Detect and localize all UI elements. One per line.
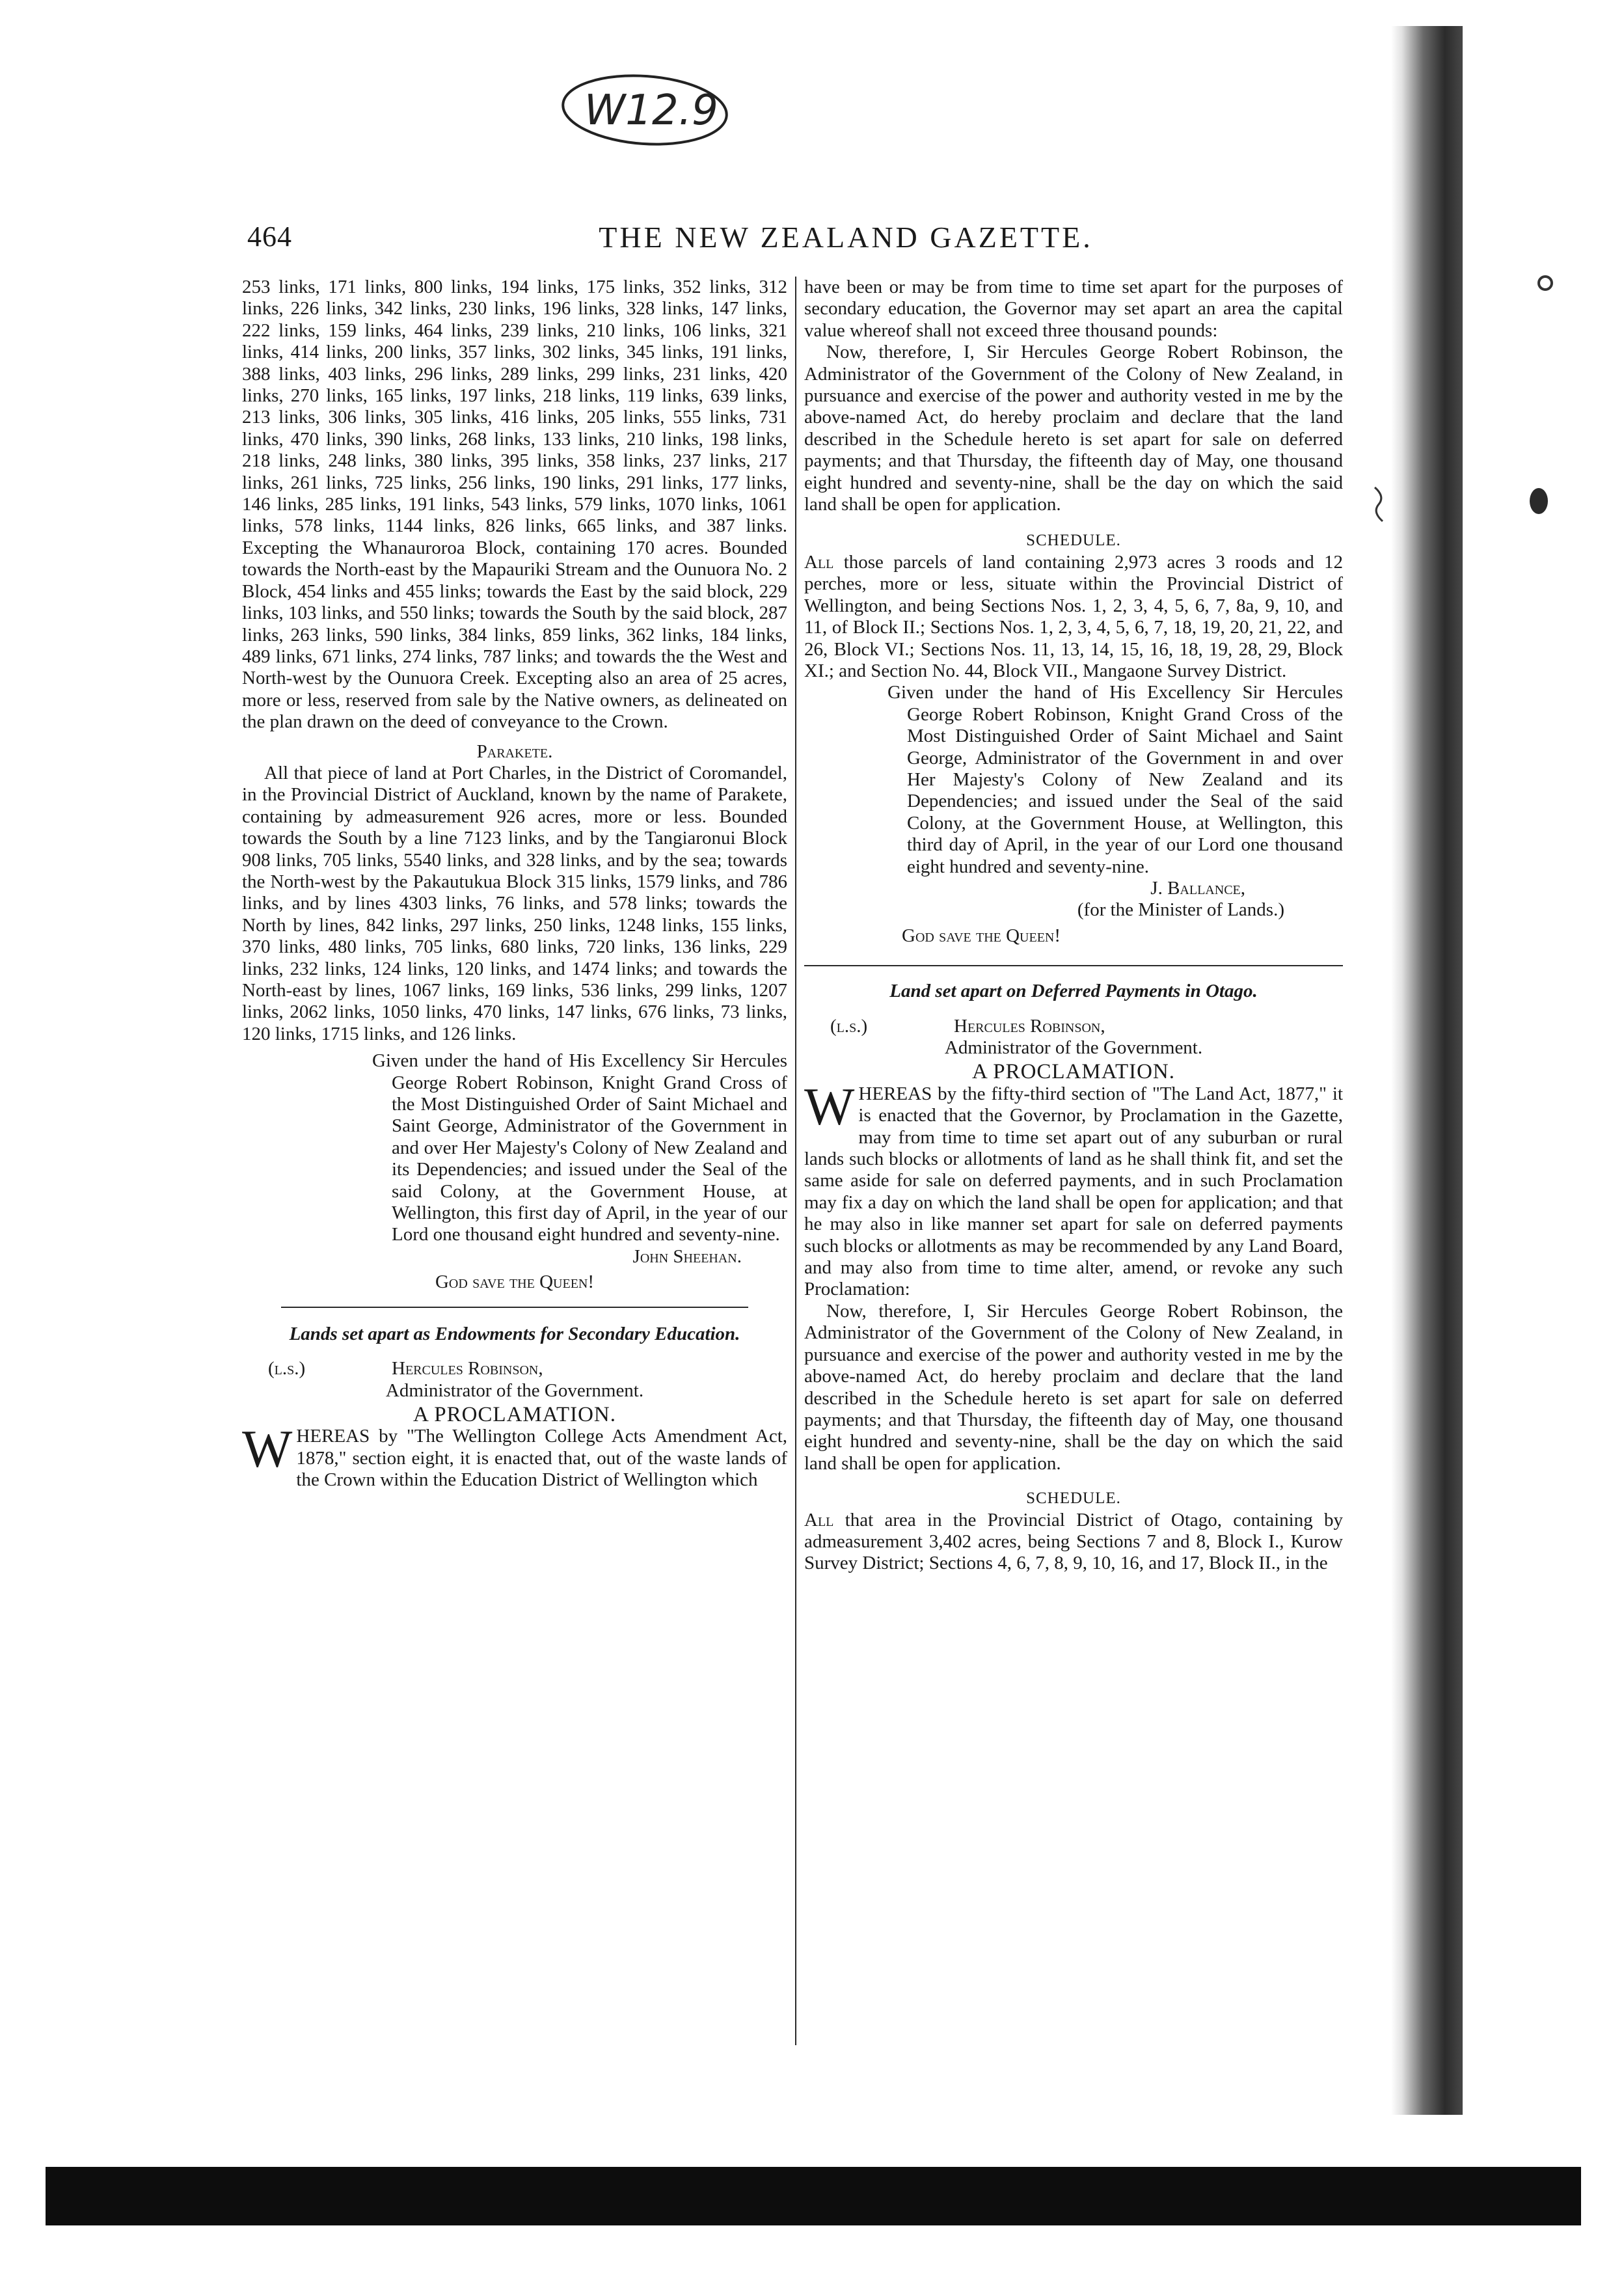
now-therefore-paragraph: Now, therefore, I, Sir Hercules George Robert Robinson, the Administrator of the Government of the Colony of New Zealand, in pursuance and exercise of the power and authority vested in me by the above-named Act, do hereby proclaim and declare that the land described in the Schedule hereto is set apart for sale on deferred payments; and that Thursday, the fifteenth day of May, one thousand eight hundred and seventy-nine, shall be the day on which the said land shall be open for application. (804, 1300, 1343, 1474)
ink-blot-mark (1522, 482, 1555, 521)
continued-paragraph: have been or may be from time to time set apart for the purposes of secondary education, the Governor may set apart an area the capital value whereof shall not exceed three thousand pounds: (804, 277, 1343, 341)
margin-pencil-mark (1370, 485, 1389, 524)
schedule-text: that area in the Provincial District of Otago, containing by admeasurement 3,402 acres, being Sections 7 and 8, Block I., Kurow Survey District; Sections 4, 6, 7, 8, 9, 10, 16, and 17, Block II., in the (804, 1509, 1344, 1574)
administrator-name: Hercules Robinson, (392, 1358, 543, 1380)
drop-capital: W (804, 1076, 855, 1136)
whereas-text: HEREAS by the fifty-third section of "The Land Act, 1877," it is enacted that the Governor, by Proclamation in the Gazette, may from time to time set apart out of any suburban or rural lands such blocks or allotments of land as he shall think fit, and set the same aside for sale on deferred payments, and in such Proclamation may fix a day on which the land shall be open for application; and that he may also in like manner set apart for sale on deferred payments such blocks or allotments as may be recommended by any Land Board, and may also from time to time alter, amend, or revoke any such Proclamation: (804, 1083, 1343, 1300)
locus-sigilli: (l.s.) (268, 1358, 306, 1380)
given-under-hand-block (887, 682, 1343, 878)
section-title-endowments: Lands set apart as Endowments for Secondary Education. (289, 1323, 740, 1344)
schedule-lead-word: All (804, 551, 834, 573)
god-save-the-queen: God save the Queen! (902, 925, 1061, 946)
whereas-paragraph (804, 1076, 1343, 1301)
handwritten-reference-text: W12.9 (584, 87, 718, 135)
scan-bottom-border (46, 2167, 1581, 2225)
schedule-lead-word: All (804, 1509, 834, 1530)
left-column (242, 277, 787, 1491)
proclamation-heading: A PROCLAMATION. (413, 1402, 617, 1426)
gazette-masthead: THE NEW ZEALAND GAZETTE. (599, 221, 1093, 254)
administrator-role: Administrator of the Government. (944, 1037, 1203, 1058)
proclamation-heading: A PROCLAMATION. (971, 1060, 1176, 1084)
locus-sigilli: (l.s.) (830, 1015, 868, 1037)
administrator-role: Administrator of the Government. (385, 1380, 644, 1401)
given-under-hand-text: Given under the hand of His Excellency Sir Hercules George Robert Robinson, Knight Grand Cross of the Most Distinguished Order of Saint Michael and Saint George, Administrator of the Government in and over Her Majesty's Colony of New Zealand and its Dependencies; and issued under the Seal of the said Colony, at the Government House, at Wellington, this first day of April, in the year of our Lord one thousand eight hundred and seventy-nine. (372, 1050, 787, 1245)
schedule-paragraph (804, 1510, 1343, 1575)
locus-sigilli-line (804, 1016, 1343, 1037)
god-save-the-queen: God save the Queen! (435, 1271, 595, 1293)
given-under-hand-block (372, 1050, 787, 1246)
now-therefore-paragraph: Now, therefore, I, Sir Hercules George Robert Robinson, the Administrator of the Government of the Colony of New Zealand, in pursuance and exercise of the power and authority vested in me by the above-named Act, do hereby proclaim and declare that the land described in the Schedule hereto is set apart for sale on deferred payments; and that Thursday, the fifteenth day of May, one thousand eight hundred and seventy-nine, shall be the day on which the said land shall be open for application. (804, 342, 1343, 515)
parakete-paragraph: All that piece of land at Port Charles, in the District of Coromandel, in the Provincial District of Auckland, known by the name of Parakete, containing by admeasurement 926 acres, more or less. Bounded towards the South by a line 7123 links, and by the Tangiaronui Block 908 links, 705 links, 5540 links, and 328 links, and by the sea; towards the North-west by the Pakautukua Block 315 links, 1579 links, and 786 links, and by lines 4303 links, 76 links, and 578 links; towards the North by lines, 842 links, 297 links, 250 links, 1248 links, 155 links, 370 links, 480 links, 705 links, 680 links, 720 links, 136 links, 229 links, 232 links, 124 links, 120 links, and 1474 links; and towards the North-east by lines, 1067 links, 169 links, 536 links, 299 links, 1207 links, 2062 links, 1050 links, 470 links, 147 links, 676 links, 73 links, 120 links, 1715 links, and 126 links. (242, 762, 787, 1044)
signatory-role: (for the Minister of Lands.) (1077, 899, 1284, 921)
signatory-name: J. Ballance, (1150, 877, 1245, 899)
given-under-hand-text: Given under the hand of His Excellency Sir Hercules George Robert Robinson, Knight Grand Cross of the Most Distinguished Order of Saint Michael and Saint George, Administrator of the Government in and over Her Majesty's Colony of New Zealand and its Dependencies; and issued under the Seal of the said Colony, at the Government House, at Wellington, this third day of April, in the year of our Lord one thousand eight hundred and seventy-nine. (887, 682, 1343, 877)
parakete-heading: Parakete. (476, 741, 553, 762)
drop-capital: W (242, 1419, 293, 1479)
section-divider (804, 965, 1343, 966)
schedule-heading: SCHEDULE. (1026, 1489, 1121, 1508)
column-divider (795, 277, 796, 2045)
whereas-paragraph (242, 1419, 787, 1491)
boundary-links-paragraph: 253 links, 171 links, 800 links, 194 links, 175 links, 352 links, 312 links, 226 links, 342 links, 230 links, 196 links, 328 links, 147 links, 222 links, 159 links, 464 links, 239 links, 210 links, 106 links, 321 links, 414 links, 200 links, 357 links, 302 links, 345 links, 191 links, 388 links, 403 links, 296 links, 289 links, 299 links, 231 links, 420 links, 270 links, 165 links, 197 links, 218 links, 119 links, 639 links, 213 links, 306 links, 305 links, 416 links, 205 links, 555 links, 731 links, 470 links, 390 links, 268 links, 133 links, 210 links, 198 links, 218 links, 248 links, 380 links, 395 links, 358 links, 237 links, 217 links, 261 links, 725 links, 256 links, 190 links, 291 links, 177 links, 146 links, 285 links, 191 links, 543 links, 579 links, 1070 links, 1061 links, 578 links, 1144 links, 826 links, 665 links, and 387 links. Excepting the Whanauroroa Block, containing 170 acres. Bounded towards the North-east by the Mapauriki Stream and the Ounuora No. 2 Block, 454 links and 455 links; towards the East by the said block, 229 links, 103 links, and 550 links; towards the South by the said block, 287 links, 263 links, 590 links, 384 links, 859 links, 362 links, 184 links, 489 links, 671 links, 274 links, 787 links; and towards the the West and North-west by the Ounuora Creek. Excepting also an area of 25 acres, more or less, reserved from sale by the Native owners, as delineated on the plan drawn on the deed of conveyance to the Crown. (242, 277, 787, 733)
scan-edge-shadow (1391, 26, 1463, 2115)
schedule-paragraph (804, 552, 1343, 682)
page-number: 464 (247, 221, 292, 252)
right-column (804, 277, 1343, 1575)
section-title-deferred-payments: Land set apart on Deferred Payments in Otago. (889, 981, 1258, 1002)
binding-hole-mark (1532, 270, 1558, 296)
schedule-text: those parcels of land containing 2,973 acres 3 roods and 12 perches, more or less, situate within the Provincial District of Wellington, and being Sections Nos. 1, 2, 3, 4, 5, 6, 7, 8a, 9, 10, and 11, of Block II.; Sections Nos. 1, 2, 3, 4, 5, 6, 7, 18, 19, 20, 21, 22, and 26, Block VI.; Sections Nos. 11, 13, 14, 15, 16, 18, 19, 28, 29, Block XI.; and Section No. 44, Block VII., Mangaone Survey District. (804, 551, 1344, 681)
whereas-text: HEREAS by "The Wellington College Acts Amendment Act, 1878," section eight, it is enacted that, out of the waste lands of the Crown within the Education District of Wellington which (296, 1426, 787, 1491)
administrator-name: Hercules Robinson, (954, 1015, 1105, 1037)
signatory-name: John Sheehan. (632, 1245, 742, 1267)
section-divider (281, 1307, 748, 1308)
schedule-heading: SCHEDULE. (1026, 532, 1121, 550)
handwritten-reference-mark (560, 68, 730, 150)
locus-sigilli-line (242, 1358, 787, 1380)
